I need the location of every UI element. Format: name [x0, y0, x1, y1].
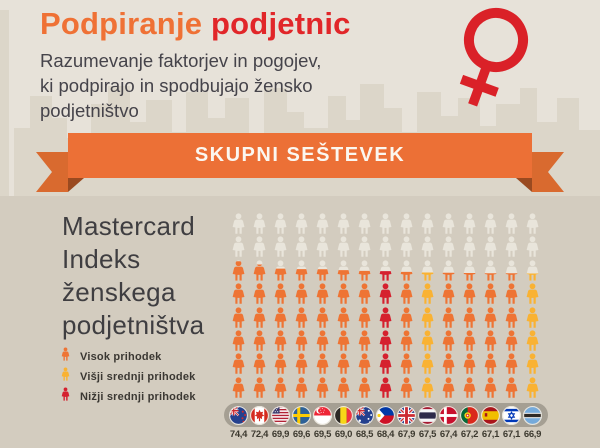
person-icon-empty — [524, 236, 541, 259]
person-icon-empty — [419, 213, 436, 236]
pictogram-column — [333, 213, 354, 400]
person-icon-filled — [461, 307, 478, 330]
person-icon-filled — [482, 353, 499, 376]
flag-portugal — [459, 403, 480, 427]
person-icon-empty — [398, 213, 415, 236]
person-icon-empty — [440, 213, 457, 236]
person-icon-partial — [272, 260, 289, 283]
flag-united-kingdom — [396, 403, 417, 427]
country-value: 67,2 — [460, 429, 479, 440]
person-icon-partial — [377, 260, 394, 283]
flag-sweden — [291, 403, 312, 427]
person-icon-partial — [293, 260, 310, 283]
person-icon-filled — [356, 283, 373, 306]
person-icon-empty — [377, 236, 394, 259]
person-icon-filled — [335, 283, 352, 306]
person-icon-filled — [482, 283, 499, 306]
person-icon-filled — [314, 283, 331, 306]
person-icon-partial — [314, 260, 331, 283]
person-icon-filled — [503, 377, 520, 400]
person-icon-filled — [398, 353, 415, 376]
subtitle-line: podjetništvo — [40, 100, 139, 121]
person-icon-empty — [335, 236, 352, 259]
person-icon-filled — [251, 283, 268, 306]
person-icon-filled — [440, 330, 457, 353]
person-icon-partial — [251, 260, 268, 283]
person-icon-filled — [503, 330, 520, 353]
person-icon-empty — [251, 236, 268, 259]
person-icon-filled — [293, 353, 310, 376]
person-icon-red — [60, 387, 71, 406]
person-icon-filled — [272, 307, 289, 330]
person-icon-filled — [419, 283, 436, 306]
person-icon-empty — [356, 236, 373, 259]
person-icon-empty — [251, 213, 268, 236]
person-icon-filled — [335, 307, 352, 330]
pictogram-column — [312, 213, 333, 400]
person-icon-partial — [440, 260, 457, 283]
person-icon-filled — [377, 330, 394, 353]
person-icon-filled — [398, 330, 415, 353]
country-value: 69,9 — [271, 429, 290, 440]
country-value: 67,1 — [481, 429, 500, 440]
person-icon-filled — [335, 330, 352, 353]
person-icon-filled — [314, 353, 331, 376]
person-icon-empty — [314, 236, 331, 259]
pictogram-column — [480, 213, 501, 400]
person-icon-empty — [272, 213, 289, 236]
title-orange-part: Podpiranje — [40, 6, 203, 41]
pictogram-column — [501, 213, 522, 400]
person-icon-filled — [230, 283, 247, 306]
country-value: 67,5 — [418, 429, 437, 440]
pictogram-column — [375, 213, 396, 400]
person-icon-filled — [398, 283, 415, 306]
person-icon-partial — [230, 260, 247, 283]
flag-spain — [480, 403, 501, 427]
person-icon-partial — [419, 260, 436, 283]
person-icon-filled — [293, 283, 310, 306]
person-icon-filled — [272, 353, 289, 376]
flag-thailand — [417, 403, 438, 427]
person-icon-filled — [503, 307, 520, 330]
person-icon-empty — [293, 213, 310, 236]
flag-denmark — [438, 403, 459, 427]
country-value: 68,4 — [376, 429, 395, 440]
person-icon-filled — [230, 330, 247, 353]
person-icon-partial — [356, 260, 373, 283]
person-icon-filled — [419, 353, 436, 376]
person-icon-filled — [440, 353, 457, 376]
country-value: 68,5 — [355, 429, 374, 440]
flag-canada — [249, 403, 270, 427]
person-icon-filled — [524, 377, 541, 400]
person-icon-filled — [398, 377, 415, 400]
person-icon-filled — [272, 283, 289, 306]
person-icon-filled — [230, 377, 247, 400]
chart-title-line: ženskega — [62, 277, 176, 307]
person-icon-orange — [60, 347, 71, 366]
country-value: 67,1 — [502, 429, 521, 440]
person-icon-filled — [524, 307, 541, 330]
person-icon-filled — [419, 330, 436, 353]
flag-row — [228, 403, 543, 427]
person-icon-filled — [419, 377, 436, 400]
country-value: 72,4 — [250, 429, 269, 440]
person-icon-filled — [461, 283, 478, 306]
flag-australia — [354, 403, 375, 427]
person-icon-filled — [524, 330, 541, 353]
person-icon-empty — [419, 236, 436, 259]
person-icon-filled — [293, 377, 310, 400]
person-icon-empty — [314, 213, 331, 236]
person-icon-filled — [419, 307, 436, 330]
person-icon-empty — [440, 236, 457, 259]
person-icon-filled — [440, 307, 457, 330]
person-icon-filled — [524, 283, 541, 306]
person-icon-empty — [503, 236, 520, 259]
person-icon-filled — [377, 307, 394, 330]
pictogram-column — [270, 213, 291, 400]
person-icon-filled — [251, 377, 268, 400]
pictogram-column — [228, 213, 249, 400]
flag-philippines — [375, 403, 396, 427]
person-icon-filled — [440, 283, 457, 306]
country-value: 66,9 — [523, 429, 542, 440]
person-icon-partial — [482, 260, 499, 283]
pictogram-column — [354, 213, 375, 400]
person-icon-empty — [335, 213, 352, 236]
person-icon-filled — [314, 330, 331, 353]
subtitle-line: Razumevanje faktorjev in pogojev, — [40, 50, 322, 71]
country-value: 74,4 — [229, 429, 248, 440]
flag-botswana — [522, 403, 543, 427]
person-icon-empty — [482, 236, 499, 259]
legend-item-upper-middle-income: Višji srednji prihodek — [60, 367, 196, 386]
person-icon-filled — [503, 353, 520, 376]
chart-title-line: Indeks — [62, 244, 141, 274]
country-value: 69,0 — [334, 429, 353, 440]
country-value: 69,5 — [313, 429, 332, 440]
person-icon-filled — [482, 307, 499, 330]
person-icon-empty — [272, 236, 289, 259]
value-row — [228, 429, 543, 440]
flag-belgium — [333, 403, 354, 427]
country-value: 67,4 — [439, 429, 458, 440]
person-icon-filled — [377, 377, 394, 400]
flag-israel — [501, 403, 522, 427]
person-icon-empty — [293, 236, 310, 259]
person-icon-partial — [398, 260, 415, 283]
banner-ribbon — [68, 133, 532, 178]
pictogram-column — [249, 213, 270, 400]
legend — [60, 347, 196, 407]
person-icon-filled — [356, 353, 373, 376]
chart-title — [62, 210, 204, 342]
person-icon-partial — [335, 260, 352, 283]
person-icon-filled — [377, 353, 394, 376]
person-icon-empty — [524, 213, 541, 236]
person-icon-filled — [293, 330, 310, 353]
country-value: 67,9 — [397, 429, 416, 440]
person-icon-filled — [251, 330, 268, 353]
person-icon-empty — [461, 236, 478, 259]
person-icon-filled — [335, 353, 352, 376]
person-icon-yellow — [60, 367, 71, 386]
person-icon-partial — [524, 260, 541, 283]
person-icon-partial — [461, 260, 478, 283]
person-icon-filled — [314, 307, 331, 330]
person-icon-filled — [314, 377, 331, 400]
person-icon-filled — [356, 377, 373, 400]
person-icon-filled — [461, 353, 478, 376]
flag-new-zealand — [228, 403, 249, 427]
person-icon-filled — [377, 283, 394, 306]
person-icon-filled — [230, 353, 247, 376]
banner-label: SKUPNI SEŠTEVEK — [194, 144, 406, 166]
chart-title-line: Mastercard — [62, 211, 196, 241]
person-icon-empty — [377, 213, 394, 236]
person-icon-empty — [398, 236, 415, 259]
pictogram-column — [396, 213, 417, 400]
person-icon-filled — [251, 307, 268, 330]
subtitle-line: ki podpirajo in spodbujajo žensko — [40, 75, 313, 96]
person-icon-filled — [356, 330, 373, 353]
chart-title-line: podjetništva — [62, 310, 205, 340]
person-icon-empty — [230, 236, 247, 259]
country-value: 69,6 — [292, 429, 311, 440]
person-icon-filled — [482, 377, 499, 400]
pictogram-column — [459, 213, 480, 400]
person-icon-filled — [524, 353, 541, 376]
person-icon-filled — [356, 307, 373, 330]
person-icon-filled — [398, 307, 415, 330]
person-icon-filled — [440, 377, 457, 400]
title-red-part: podjetnic — [211, 6, 351, 41]
person-icon-filled — [230, 307, 247, 330]
pictogram-column — [438, 213, 459, 400]
person-icon-filled — [461, 377, 478, 400]
person-icon-filled — [482, 330, 499, 353]
pictogram-column — [417, 213, 438, 400]
person-icon-empty — [230, 213, 247, 236]
person-icon-partial — [503, 260, 520, 283]
flag-united-states — [270, 403, 291, 427]
pictogram-column — [291, 213, 312, 400]
person-icon-empty — [461, 213, 478, 236]
legend-item-high-income: Visok prihodek — [60, 347, 196, 366]
person-icon-filled — [293, 307, 310, 330]
person-icon-empty — [356, 213, 373, 236]
flag-singapore — [312, 403, 333, 427]
legend-item-lower-middle-income: Nižji srednji prihodek — [60, 387, 196, 406]
person-icon-filled — [272, 377, 289, 400]
person-icon-filled — [503, 283, 520, 306]
person-icon-empty — [503, 213, 520, 236]
pictogram-grid — [228, 213, 543, 400]
person-icon-filled — [251, 353, 268, 376]
person-icon-filled — [335, 377, 352, 400]
person-icon-filled — [461, 330, 478, 353]
person-icon-filled — [272, 330, 289, 353]
pictogram-column — [522, 213, 543, 400]
person-icon-empty — [482, 213, 499, 236]
